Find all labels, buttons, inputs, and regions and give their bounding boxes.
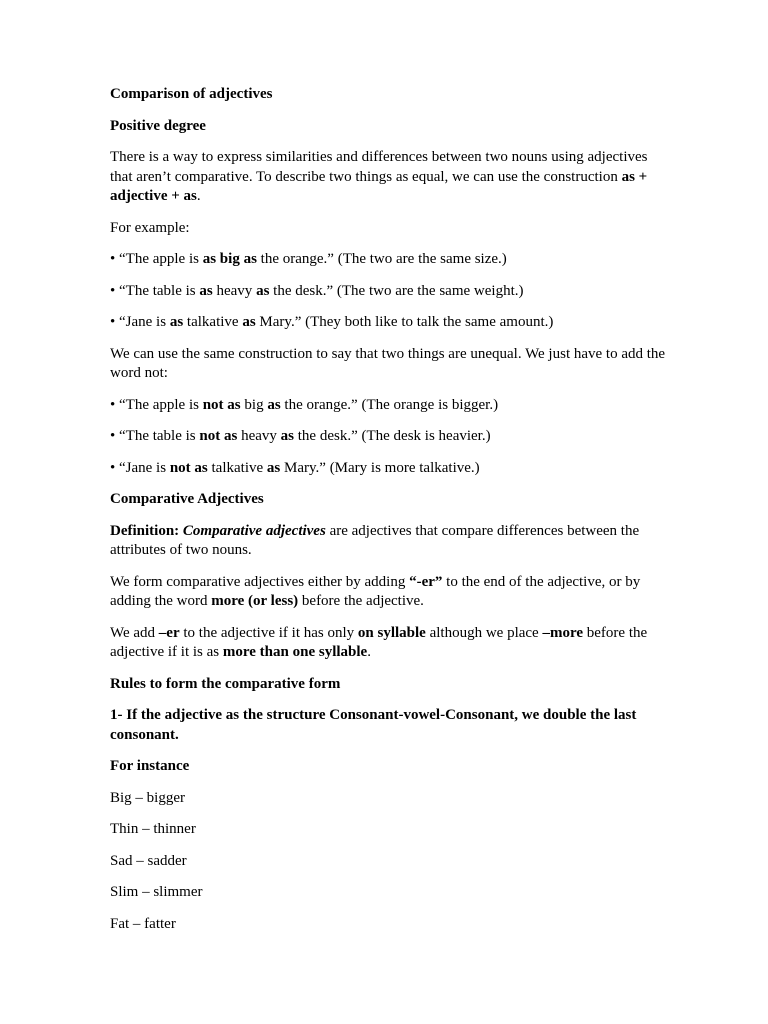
example-bold: as (169, 314, 184, 330)
syllable-bold: –er (158, 624, 180, 641)
for-instance-label: For instance (110, 758, 190, 774)
example-text: • “The table is (110, 282, 200, 299)
example-text: heavy (212, 282, 257, 299)
equal-example-3 (110, 313, 670, 333)
equal-example-1 (110, 250, 670, 270)
syllable-bold: –more (542, 624, 584, 641)
example-text: • “The apple is (110, 396, 203, 413)
example-text: the orange.” (The two are the same size.) (256, 251, 507, 267)
rules-heading: Rules to form the comparative form (110, 675, 341, 692)
rule-1: 1- If the adjective as the structure Consonant-vowel-Consonant, we double the last consonant. (110, 707, 637, 743)
example-text: • “The apple is (110, 251, 203, 267)
section-heading-comparative-adjectives: Comparative Adjectives (110, 491, 264, 507)
syllable-bold: on syllable (357, 624, 426, 641)
intro-construction: as + adjective + as (110, 168, 648, 204)
unequal-example-3 (110, 459, 670, 479)
form-bold: “-er” (409, 573, 443, 590)
intro-paragraph (110, 148, 670, 207)
example-bold: as (242, 314, 256, 330)
definition-paragraph (110, 522, 670, 561)
example-text: the desk.” (The desk is heavier.) (294, 428, 491, 444)
example-bold: as (266, 459, 281, 476)
example-text: • “Jane is (110, 314, 170, 330)
form-bold: more (or less) (211, 593, 299, 609)
word-pair: Slim – slimmer (110, 884, 203, 900)
for-example-label: For example: (110, 219, 190, 236)
example-bold: not as (169, 459, 208, 476)
example-text: • “Jane is (110, 459, 170, 476)
word-pair: Thin – thinner (110, 821, 196, 837)
document-title: Comparison of adjectives (110, 86, 273, 102)
form-text: to the end of the adjective, or by adding the word (110, 573, 641, 609)
example-bold: as big as (202, 251, 257, 267)
word-pair: Sad – sadder (110, 852, 187, 869)
example-bold: as (267, 396, 281, 413)
example-bold: as (256, 282, 270, 299)
syllable-text: although we place (425, 624, 543, 641)
example-text: Mary.” (Mary is more talkative.) (280, 459, 480, 476)
form-text: before the adjective. (298, 593, 424, 609)
syllable-text: We add (110, 624, 159, 641)
syllable-text: to the adjective if it has only (179, 624, 358, 641)
example-text: talkative (183, 314, 243, 330)
word-pair: Big – bigger (110, 789, 185, 806)
example-text: the desk.” (The two are the same weight.) (269, 282, 524, 299)
equal-example-2 (110, 282, 670, 302)
example-text: heavy (237, 428, 281, 444)
intro-text-2: . (196, 188, 201, 204)
syllable-text: before the adjective if it is as (110, 624, 648, 660)
document-page (110, 85, 670, 946)
unequal-example-1 (110, 396, 670, 416)
form-text: We form comparative adjectives either by adding (110, 573, 410, 590)
syllable-paragraph (110, 624, 670, 663)
example-text: • “The table is (110, 428, 200, 444)
example-bold: not as (202, 396, 241, 413)
example-text: Mary.” (They both like to talk the same amount.) (255, 314, 554, 330)
word-pair: Fat – fatter (110, 915, 176, 932)
definition-term: Comparative adjectives (182, 522, 326, 539)
example-bold: as (280, 428, 294, 444)
section-heading-positive-degree: Positive degree (110, 117, 206, 134)
syllable-bold: more than one syllable (222, 644, 368, 660)
form-paragraph (110, 573, 670, 612)
unequal-example-2 (110, 427, 670, 447)
intro-text-1: There is a way to express similarities and differences between two nouns using adjectives that aren’t comparative. To describe two things as equal, we can use the construction (110, 149, 648, 185)
example-text: the orange.” (The orange is bigger.) (280, 396, 499, 413)
definition-text: are adjectives that compare differences between the attributes of two nouns. (110, 522, 640, 558)
example-text: talkative (207, 459, 267, 476)
definition-label: Definition: (110, 522, 180, 539)
unequal-intro-paragraph: We can use the same construction to say that two things are unequal. We just have to add the word not: (110, 345, 666, 381)
example-text: big (240, 396, 268, 413)
example-bold: not as (199, 428, 238, 444)
example-bold: as (199, 282, 213, 299)
syllable-text: . (367, 644, 371, 660)
